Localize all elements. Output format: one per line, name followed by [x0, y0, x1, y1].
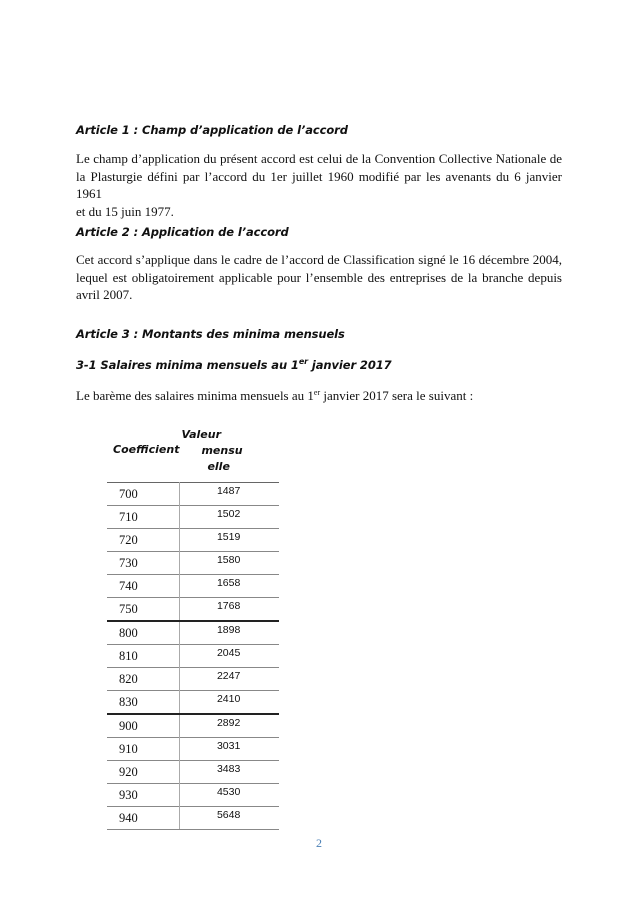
table-row — [107, 645, 279, 668]
article-1-line-1: Le champ d’application du présent accord est celui de la Convention Collective Nationale de — [76, 151, 562, 166]
section-3-1-title-sup: er — [298, 357, 309, 366]
header-value — [179, 417, 279, 483]
table-row — [107, 691, 279, 715]
table-intro — [76, 387, 562, 405]
coefficient-cell: 920 — [107, 761, 179, 784]
salary-table-header — [107, 417, 279, 483]
table-row — [107, 506, 279, 529]
value-cell: 1487 — [179, 483, 279, 506]
coefficient-cell: 930 — [107, 784, 179, 807]
coefficient-cell: 750 — [107, 598, 179, 622]
article-3-title: Article 3 : Montants des minima mensuels — [76, 327, 345, 341]
coefficient-cell: 820 — [107, 668, 179, 691]
table-intro-post: janvier 2017 sera le suivant : — [320, 388, 474, 403]
table-row — [107, 529, 279, 552]
coefficient-cell: 910 — [107, 738, 179, 761]
table-row — [107, 621, 279, 645]
value-cell: 2045 — [179, 645, 279, 668]
value-cell: 2892 — [179, 714, 279, 738]
header-value-line-3: elle — [207, 459, 230, 473]
value-cell: 3031 — [179, 738, 279, 761]
coefficient-cell: 740 — [107, 575, 179, 598]
value-cell: 1519 — [179, 529, 279, 552]
value-cell: 1658 — [179, 575, 279, 598]
table-row — [107, 552, 279, 575]
article-2-line-1: Cet accord s’applique dans le cadre de l’accord de Classification signé le 16 décembre 2004, — [76, 252, 562, 267]
value-cell: 2247 — [179, 668, 279, 691]
coefficient-cell: 940 — [107, 807, 179, 830]
value-cell: 1580 — [179, 552, 279, 575]
article-1-line-3: et du 15 juin 1977. — [76, 203, 174, 219]
article-1-line-2: la Plasturgie défini par l’accord du 1er juillet 1960 modifié par les avenants du 6 janvier 1961 — [76, 168, 562, 201]
article-1-text — [76, 150, 562, 220]
coefficient-cell: 900 — [107, 714, 179, 738]
header-value-line-1: Valeur — [181, 427, 222, 441]
table-row — [107, 738, 279, 761]
page-number: 2 — [316, 836, 322, 850]
coefficient-cell: 830 — [107, 691, 179, 715]
table-row — [107, 714, 279, 738]
article-2-title: Article 2 : Application de l’accord — [76, 225, 289, 239]
section-3-1-title-pre: 3-1 Salaires minima mensuels au 1 — [76, 358, 299, 372]
table-row — [107, 575, 279, 598]
table-row — [107, 483, 279, 506]
section-3-1-title-post: janvier 2017 — [308, 358, 392, 372]
coefficient-cell: 710 — [107, 506, 179, 529]
section-3-1-title — [76, 358, 392, 372]
header-coefficient: Coefficient — [113, 443, 180, 456]
value-cell: 4530 — [179, 784, 279, 807]
article-2-line-3: avril 2007. — [76, 287, 133, 302]
value-cell: 1768 — [179, 598, 279, 622]
article-2-line-2: lequel est obligatoirement applicable pour l’ensemble des entreprises de la branche depuis — [76, 269, 562, 285]
table-intro-pre: Le barème des salaires minima mensuels au 1 — [76, 388, 314, 403]
coefficient-cell: 800 — [107, 621, 179, 645]
coefficient-cell: 810 — [107, 645, 179, 668]
table-row — [107, 761, 279, 784]
coefficient-cell: 730 — [107, 552, 179, 575]
article-2-text — [76, 251, 562, 304]
coefficient-cell: 720 — [107, 529, 179, 552]
table-row — [107, 668, 279, 691]
table-row — [107, 807, 279, 830]
value-cell: 5648 — [179, 807, 279, 830]
coefficient-cell: 700 — [107, 483, 179, 506]
value-cell: 3483 — [179, 761, 279, 784]
table-intro-sup: er — [313, 388, 321, 397]
article-1-title: Article 1 : Champ d’application de l’accord — [76, 123, 348, 137]
salary-table — [107, 417, 279, 830]
table-row — [107, 784, 279, 807]
value-cell: 2410 — [179, 691, 279, 715]
header-value-line-2: mensu — [201, 443, 243, 457]
table-row — [107, 598, 279, 622]
value-cell: 1502 — [179, 506, 279, 529]
value-cell: 1898 — [179, 621, 279, 645]
